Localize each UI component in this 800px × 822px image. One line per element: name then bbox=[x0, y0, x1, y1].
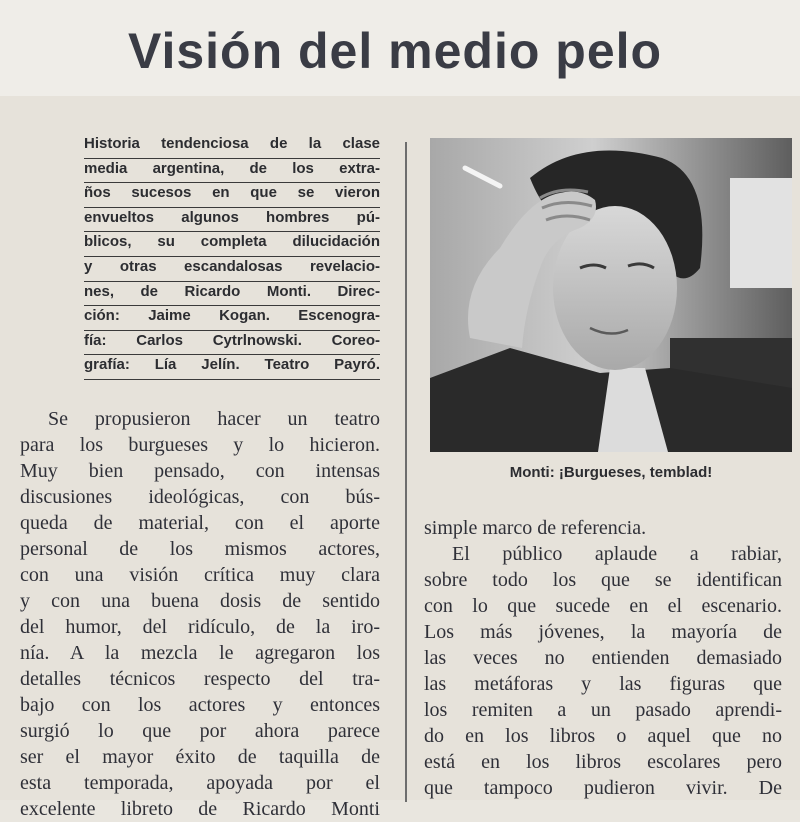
left-column-text bbox=[20, 406, 380, 822]
text-line: Los más jóvenes, la mayoría de bbox=[424, 621, 782, 643]
text-line: nía. A la mezcla le agregaron los bbox=[20, 642, 380, 664]
credits-line: nes, de Ricardo Monti. Direc- bbox=[84, 282, 380, 307]
credits-line: envueltos algunos hombres pú- bbox=[84, 208, 380, 233]
column-rule bbox=[405, 142, 407, 802]
portrait-image bbox=[430, 138, 792, 452]
photo-caption: Monti: ¡Burgueses, temblad! bbox=[509, 464, 713, 481]
headline: Visión del medio pelo bbox=[128, 23, 663, 79]
text-line: está en los libros escolares pero bbox=[424, 751, 782, 773]
text-line: discusiones ideológicas, con bús- bbox=[20, 486, 380, 508]
right-column-text bbox=[424, 515, 782, 801]
credits-line: media argentina, de los extra- bbox=[84, 159, 380, 184]
text-line: queda de material, con el aporte bbox=[20, 512, 380, 534]
text-line: con lo que sucede en el escenario. bbox=[424, 595, 782, 617]
text-line: excelente libreto de Ricardo Monti bbox=[20, 798, 380, 820]
text-line: y con una buena dosis de sentido bbox=[20, 590, 380, 612]
credits-box bbox=[84, 134, 380, 380]
credits-line: y otras escandalosas revelacio- bbox=[84, 257, 380, 282]
text-line: detalles técnicos respecto del tra- bbox=[20, 668, 380, 690]
credits-line: grafía: Lía Jelín. Teatro Payró. bbox=[84, 355, 380, 380]
text-line: las veces no entienden demasiado bbox=[424, 647, 782, 669]
text-line: personal de los mismos actores, bbox=[20, 538, 380, 560]
portrait-photo bbox=[430, 138, 792, 452]
text-line: del humor, del ridículo, de la iro- bbox=[20, 616, 380, 638]
credits-line: ción: Jaime Kogan. Escenogra- bbox=[84, 306, 380, 331]
credits-line: Historia tendenciosa de la clase bbox=[84, 134, 380, 159]
text-line: para los burgueses y lo hicieron. bbox=[20, 434, 380, 456]
text-line: surgió lo que por ahora parece bbox=[20, 720, 380, 742]
text-line: que tampoco pudieron vivir. De bbox=[424, 777, 782, 799]
credits-line: ños sucesos en que se vieron bbox=[84, 183, 380, 208]
text-line: ser el mayor éxito de taquilla de bbox=[20, 746, 380, 768]
text-line: Se propusieron hacer un teatro bbox=[48, 408, 380, 430]
text-line: bajo con los actores y entonces bbox=[20, 694, 380, 716]
credits-line: fía: Carlos Cytrlnowski. Coreo- bbox=[84, 331, 380, 356]
text-line: las metáforas y las figuras que bbox=[424, 673, 782, 695]
text-line: do en los libros o aquel que no bbox=[424, 725, 782, 747]
text-line: esta temporada, apoyada por el bbox=[20, 772, 380, 794]
text-line: los remiten a un pasado aprendi- bbox=[424, 699, 782, 721]
text-line: simple marco de referencia. bbox=[424, 517, 647, 539]
text-line: El público aplaude a rabiar, bbox=[452, 543, 782, 565]
text-line: Muy bien pensado, con intensas bbox=[20, 460, 380, 482]
credits-line: blicos, su completa dilucidación bbox=[84, 232, 380, 257]
text-line: sobre todo los que se identifican bbox=[424, 569, 782, 591]
text-line: con una visión crítica muy clara bbox=[20, 564, 380, 586]
